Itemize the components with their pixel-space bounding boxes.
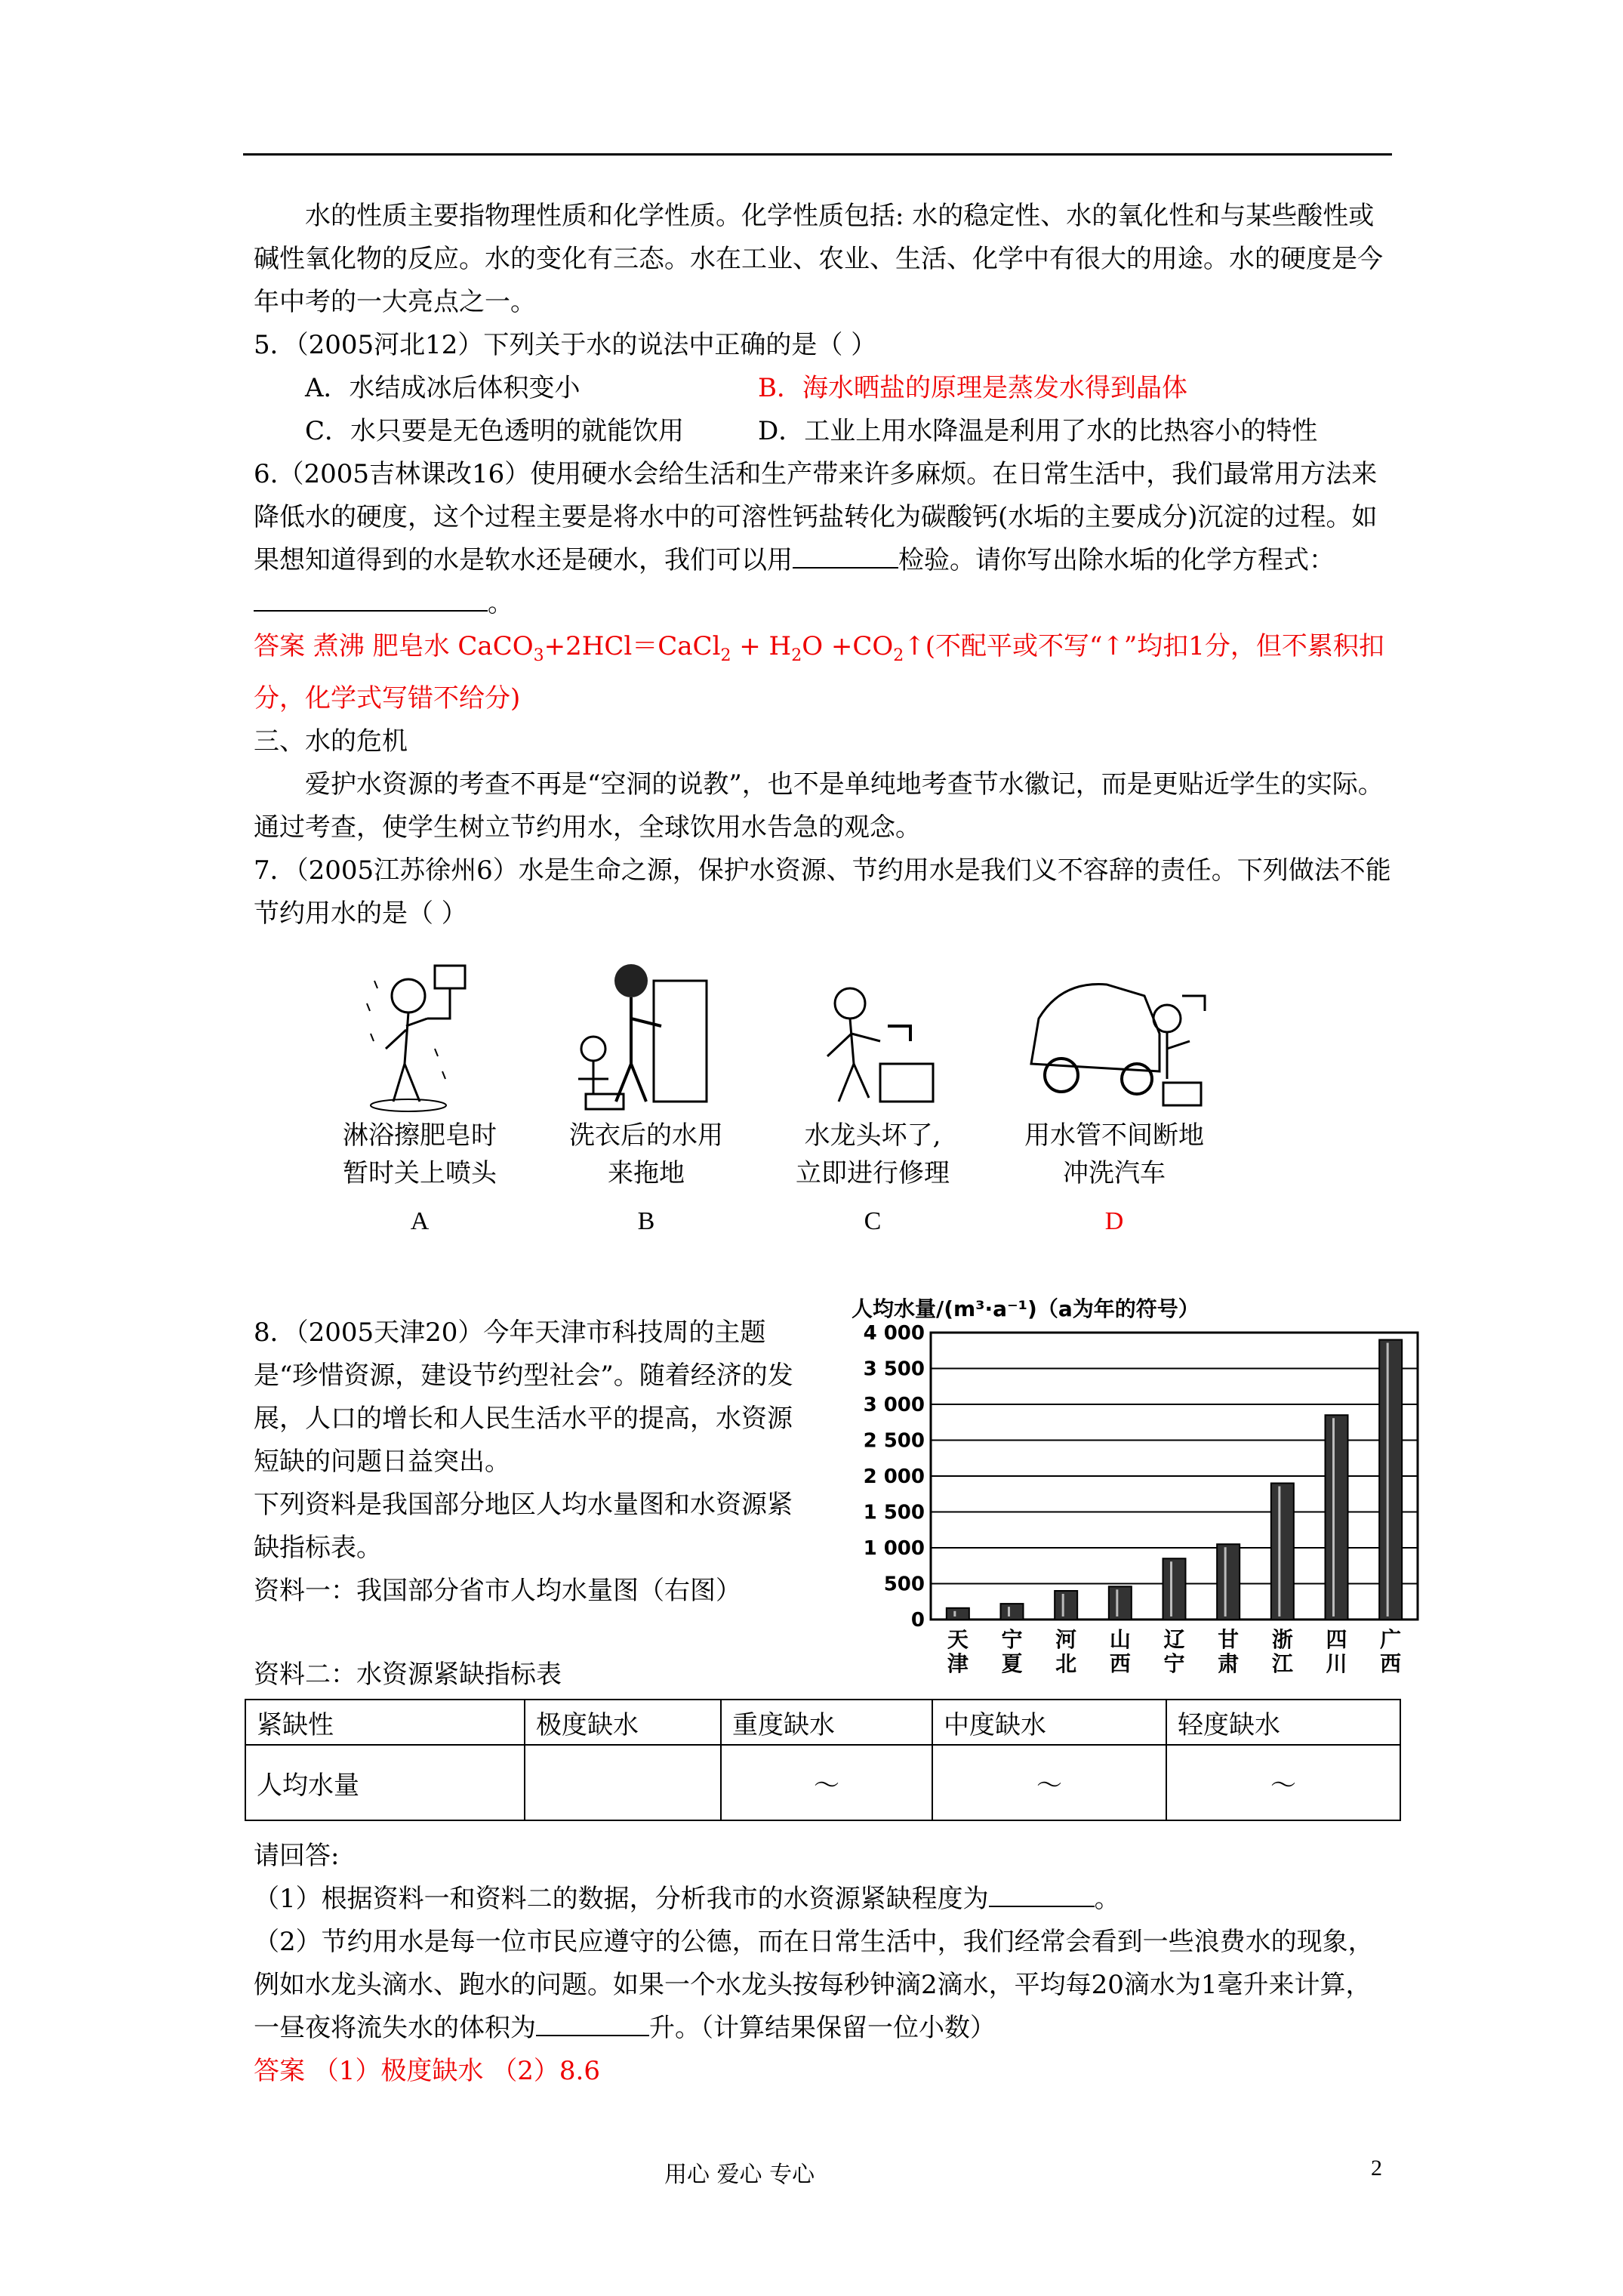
table-header-cell: 轻度缺水 xyxy=(1166,1700,1400,1745)
table-header-cell: 紧缺性 xyxy=(245,1700,525,1745)
q6-answer-e: ↑(不配平或不写“↑”均扣1分，但不累积扣分，化学式写错不给分) xyxy=(254,631,1384,713)
table-row xyxy=(245,1745,1400,1820)
q6-blank-1 xyxy=(793,540,898,569)
table-header-cell: 中度缺水 xyxy=(932,1700,1166,1745)
q6-answer-c: + H xyxy=(731,631,792,661)
document-body xyxy=(254,195,1402,1681)
table-header-row xyxy=(245,1700,1400,1745)
table-cell: ～ xyxy=(721,1745,932,1820)
q8-block xyxy=(254,1296,1402,1681)
intro-paragraph: 水的性质主要指物理性质和化学性质。化学性质包括: 水的稳定性、水的氧化性和与某些酸性或碱性氧化物的反应。水的变化有三态。水在工业、农业、生活、化学中有很大的用途。水的硬度是今年中考的一大亮点之一。 xyxy=(254,201,1383,317)
x-tick-label: 西 xyxy=(1380,1650,1402,1676)
q8-sub2 xyxy=(254,1921,1394,2050)
q5-stem: 5．（2005河北12）下列关于水的说法中正确的是（ ） xyxy=(254,330,877,360)
q6-text-2: 检验。请你写出除水垢的化学方程式： xyxy=(898,545,1335,575)
q7-picture-a xyxy=(306,951,533,1243)
q6-answer-a: 答案 煮沸 肥皂水 CaCO xyxy=(254,631,534,661)
q5-option-a: A．水结成冰后体积变小 xyxy=(305,373,581,403)
q5-option-c: C．水只要是无色透明的就能饮用 xyxy=(305,416,685,446)
mopping-illustration xyxy=(563,951,729,1117)
x-tick-label: 北 xyxy=(1055,1650,1077,1676)
q8-line2: 下列资料是我国部分地区人均水量图和水资源紧缺指标表。 xyxy=(254,1489,793,1563)
caption-d-line1: 用水管不间断地 xyxy=(1024,1120,1204,1151)
q7-pictures xyxy=(254,951,1394,1268)
caption-b-line1: 洗衣后的水用 xyxy=(569,1120,723,1151)
q7-stem: 7．（2005江苏徐州6）水是生命之源，保护水资源、节约用水是我们义不容辞的责任。下列做法不能节约用水的是（ ） xyxy=(254,855,1391,929)
y-tick-label: 0 xyxy=(910,1608,925,1632)
header-rule xyxy=(243,153,1392,156)
q6-text-1: 6.（2005吉林课改16）使用硬水会给生活和生产带来许多麻烦。在日常生活中，我们最常用方法来降低水的硬度，这个过程主要是将水中的可溶性钙盐转化为碳酸钙(水垢的主要成分)沉淀的过程。如果想知道得到的水是软水还是硬水，我们可以用 xyxy=(254,459,1378,575)
bar xyxy=(1326,1415,1348,1620)
faucet-repair-illustration xyxy=(797,951,948,1117)
x-tick-label: 肃 xyxy=(1218,1650,1240,1676)
q8-blank-2 xyxy=(536,2008,649,2036)
bar xyxy=(947,1608,969,1620)
letter-d: D xyxy=(1104,1207,1124,1235)
footer-text: 用心 爱心 专心 xyxy=(664,2162,815,2188)
bar xyxy=(1163,1558,1186,1620)
x-tick-label: 西 xyxy=(1109,1650,1131,1676)
caption-c-line1: 水龙头坏了, xyxy=(804,1120,941,1151)
bar xyxy=(1055,1591,1077,1620)
x-tick-label: 辽 xyxy=(1163,1626,1185,1652)
shower-illustration xyxy=(344,951,495,1117)
table-header-cell: 极度缺水 xyxy=(525,1700,721,1745)
q8-sub1 xyxy=(254,1878,1394,1921)
x-tick-label: 四 xyxy=(1326,1626,1347,1652)
q6-text-3: 。 xyxy=(488,588,513,618)
table-cell: ～ xyxy=(1166,1745,1400,1820)
y-tick-label: 2 000 xyxy=(863,1465,925,1488)
q8-text xyxy=(254,1311,812,1613)
q7-picture-d xyxy=(1001,951,1227,1243)
q8-line3: 资料一：我国部分省市人均水量图（右图） xyxy=(254,1575,741,1606)
section3-title: 三、水的危机 xyxy=(254,726,408,757)
q6-stem xyxy=(254,453,1394,625)
q8-ask: 请回答: xyxy=(254,1841,340,1871)
letter-a: A xyxy=(410,1207,430,1235)
x-tick-label: 广 xyxy=(1380,1626,1402,1652)
caption-d-line2: 冲洗汽车 xyxy=(1063,1157,1166,1188)
caption-c-line2: 立即进行修理 xyxy=(796,1157,950,1188)
y-tick-label: 1 000 xyxy=(863,1536,925,1560)
x-tick-label: 天 xyxy=(947,1626,969,1652)
q5-options-row2 xyxy=(254,410,1394,453)
q8-sub1-text: （1）根据资料一和资料二的数据，分析我市的水资源紧缺程度为 xyxy=(254,1884,989,1914)
q6-blank-2 xyxy=(254,583,488,612)
y-tick-label: 1 500 xyxy=(863,1501,925,1524)
x-tick-label: 甘 xyxy=(1218,1626,1240,1652)
caption-a-line1: 淋浴擦肥皂时 xyxy=(343,1120,497,1151)
bar xyxy=(1217,1544,1240,1620)
q5-option-d: D．工业上用水降温是利用了水的比热容小的特性 xyxy=(758,416,1318,446)
letter-b: B xyxy=(637,1207,655,1235)
q6-answer-b: +2HCl＝CaCl xyxy=(544,631,721,661)
q8-stem: 8．（2005天津20）今年天津市科技周的主题是“珍惜资源，建设节约型社会”。随着经济的发展，人口的增长和人民生活水平的提高，水资源短缺的问题日益突出。 xyxy=(254,1317,793,1477)
q8-material2-label: 资料二：水资源紧缺指标表 xyxy=(254,1660,562,1690)
table-header-cell: 重度缺水 xyxy=(721,1700,932,1745)
chart-title: 人均水量/(m³·a⁻¹)（a为年的符号） xyxy=(852,1296,1200,1321)
q6-answer-d: O +CO xyxy=(802,631,894,661)
car-wash-illustration xyxy=(1016,951,1212,1117)
bar xyxy=(1379,1339,1402,1620)
bar xyxy=(1001,1604,1024,1620)
q7-picture-b xyxy=(533,951,759,1243)
y-tick-label: 4 000 xyxy=(863,1321,925,1345)
section3-body: 爱护水资源的考查不再是“空洞的说教”，也不是单纯地考查节水徽记，而是更贴近学生的实际。通过考查，使学生树立节约用水，全球饮用水告急的观念。 xyxy=(254,769,1384,843)
bar xyxy=(1271,1483,1294,1620)
table-row-label: 人均水量 xyxy=(245,1745,525,1820)
x-tick-label: 夏 xyxy=(1001,1650,1023,1676)
q8-sub1-end: 。 xyxy=(1094,1884,1120,1914)
table-cell xyxy=(525,1745,721,1820)
q8-sub2-text: （2）节约用水是每一位市民应遵守的公德，而在日常生活中，我们经常会看到一些浪费水的现象，例如水龙头滴水、跑水的问题。如果一个水龙头按每秒钟滴2滴水，平均每20滴水为1毫升来计算，一昼夜将流失水的体积为 xyxy=(254,1927,1374,2043)
water-per-capita-chart xyxy=(844,1295,1433,1687)
q8-answer: 答案 （1）极度缺水 （2）8.6 xyxy=(254,2056,600,2086)
x-tick-label: 河 xyxy=(1055,1626,1077,1652)
q8-questions xyxy=(254,1835,1394,2093)
x-tick-label: 宁 xyxy=(1163,1650,1185,1676)
x-tick-label: 山 xyxy=(1109,1626,1131,1652)
caption-a-line2: 暂时关上喷头 xyxy=(343,1157,497,1188)
y-tick-label: 500 xyxy=(883,1573,925,1596)
q8-blank-1 xyxy=(989,1878,1095,1907)
x-tick-label: 川 xyxy=(1326,1650,1347,1676)
x-tick-label: 宁 xyxy=(1001,1626,1023,1652)
q6-answer: 答案 煮沸 肥皂水 CaCO$_3$+2HCl＝CaCl$_2$ + $H_2O$ $+CO_2↑$(不配平或不写“↑”均扣1分，但不累积扣分，化学式写错不给分) xyxy=(254,631,1384,713)
x-tick-label: 江 xyxy=(1271,1650,1293,1676)
y-tick-label: 3 500 xyxy=(863,1358,925,1381)
y-tick-label: 3 000 xyxy=(863,1393,925,1416)
scarcity-table xyxy=(245,1699,1401,1821)
q5-option-b: B．海水晒盐的原理是蒸发水得到晶体 xyxy=(758,373,1187,403)
bar xyxy=(1109,1586,1132,1620)
q8-sub2-end: 升。（计算结果保留一位小数） xyxy=(649,2013,996,2043)
page-number: 2 xyxy=(1371,2156,1382,2180)
q7-picture-c xyxy=(759,951,986,1243)
y-tick-label: 2 500 xyxy=(863,1429,925,1453)
caption-b-line2: 来拖地 xyxy=(608,1157,685,1188)
letter-c: C xyxy=(864,1207,882,1235)
x-tick-label: 津 xyxy=(947,1650,969,1676)
q5-options-row1 xyxy=(254,367,1394,410)
x-tick-label: 浙 xyxy=(1271,1626,1293,1652)
table-cell: ～ xyxy=(932,1745,1166,1820)
